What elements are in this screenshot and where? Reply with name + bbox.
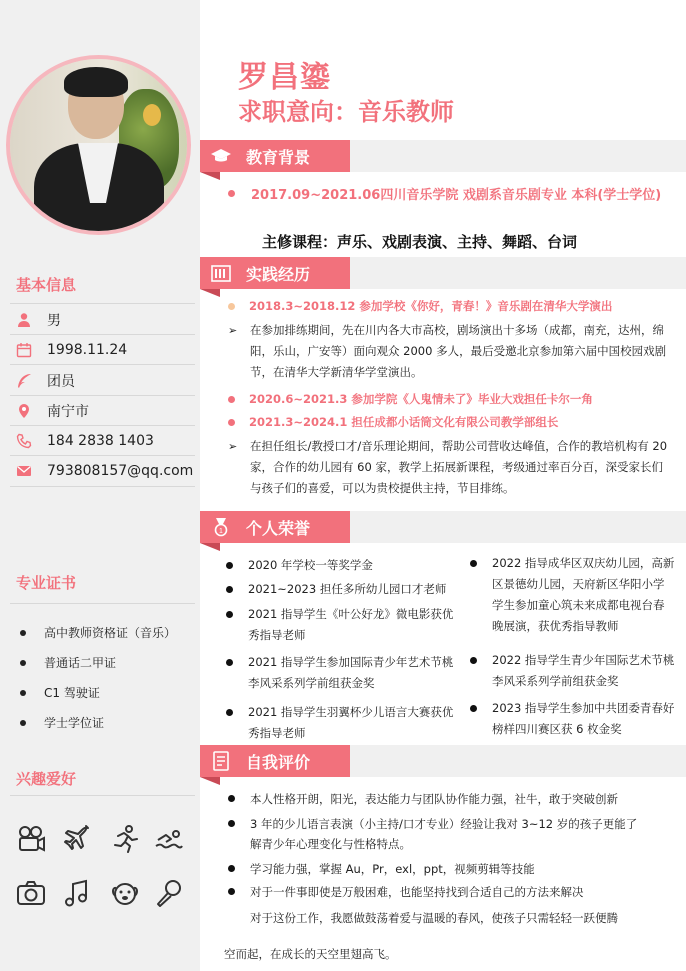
info-political-status [16,366,196,396]
honor-item: 2020 年学校一等奖学金 [226,555,456,576]
self-eval-closing-tail: 空而起，在成长的天空里翅高飞。 [224,947,397,961]
self-eval-item: 3 年的少儿语言表演（小主持/口才专业）经验让我对 3~12 岁的孩子更能了解青少年心理变化与性格特点。 [228,814,648,854]
divider [10,303,195,304]
calendar-icon [16,342,32,358]
honor-item: 2022 指导学生青少年国际艺术节桃李风采系列学前组获金奖 [470,650,675,692]
certificates-title: 专业证书 [16,574,77,592]
music-note-icon [60,876,94,910]
section-self-evaluation-header [200,745,350,777]
candidate-name: 罗昌鎏 [238,60,331,95]
info-value[interactable]: 793808157@qq.com [47,463,194,479]
location-pin-icon [16,403,32,419]
ribbon-fold [200,289,220,297]
profile-photo-frame [6,55,191,235]
main-courses: 主修课程：声乐、戏剧表演、主持、舞蹈、台词 [262,233,578,251]
info-value: 团员 [47,374,75,390]
sidebar [0,0,200,971]
camera-icon [14,876,48,910]
ribbon-fold [200,172,220,180]
ribbon-fold [200,777,220,785]
self-eval-item: 对于一件事即使是万般困难，也能坚持找到合适自己的方法来解决 [228,882,673,902]
info-value: 184 2838 1403 [47,433,154,449]
divider [10,603,195,604]
info-birthday [16,335,196,365]
practice-item-description: ➢ 在参加排练期间，先在川内各大市高校，剧场演出十多场（成都，南充，达州，绵阳，乐山，广安等）面向观众 2000 多人，最后受邀北京参加第六届中国校园戏剧节，在清华大学新清华学堂演出。 [228,323,667,379]
svg-text:1: 1 [219,528,223,535]
practice-item-description: ➢ 在担任组长/教授口才/音乐理论期间，帮助公司营收达峰值，合作的教培机构有 20 家，合作的幼儿园有 60 家，教学上拓展新课程，考级通过率百分百，深受家长们与孩子们的喜爱，可以为贵校提供主持，节目排练。 [228,439,668,495]
job-objective: 求职意向：音乐教师 [238,98,454,126]
practice-item-heading: 2020.6~2021.3 参加学院《人鬼情未了》毕业大戏担任卡尔一角 [228,391,593,407]
honor-item: 2021~2023 担任多所幼儿园口才老师 [226,579,456,600]
graduation-cap-icon [210,145,232,167]
self-eval-item: 学习能力强，掌握 Au，Pr，exl，ppt，视频剪辑等技能 [228,859,673,879]
section-education-header [200,140,350,172]
section-title: 自我评价 [246,752,311,772]
honor-item: 2023 指导学生参加中共团委青春好榜样四川赛区获 6 枚金奖 [470,698,675,740]
hobbies-title: 兴趣爱好 [16,770,77,788]
running-icon [108,822,142,856]
divider [10,486,195,487]
swimming-icon [152,822,186,856]
certificate-item: 高中教师资格证（音乐） [20,624,176,641]
certificate-item: 普通话二甲证 [20,654,116,671]
airplane-icon [60,822,94,856]
honor-item: 2021 指导学生《叶公好龙》微电影获优秀指导老师 [226,604,456,646]
microphone-icon [152,876,186,910]
honor-item: 2021 指导学生羽翼杯少儿语言大赛获优秀指导老师 [226,702,456,744]
info-value: 1998.11.24 [47,342,128,358]
document-icon [210,750,232,772]
certificate-item: C1 驾驶证 [20,684,100,701]
profile-photo [10,59,187,231]
section-title: 个人荣誉 [246,518,311,538]
medal-icon [210,516,232,538]
honor-item: 2022 指导成华区双庆幼儿园，高新区景德幼儿园，天府新区华阳小学学生参加童心筑未来成都电视台春晚展演，获优秀指导教师 [470,553,675,637]
self-eval-item: 本人性格开朗，阳光，表达能力与团队协作能力强，社牛，敢于突破创新 [228,789,673,809]
self-eval-closing: 对于这份工作，我愿做鼓荡着爱与温暖的春风，使孩子只需轻轻一跃便腾 [250,911,618,925]
section-honors-header [200,511,350,543]
info-value: 南宁市 [47,404,89,420]
practice-item-heading: 2018.3~2018.12 参加学校《你好，青春！》音乐剧在清华大学演出 [228,298,612,314]
honor-item: 2021 指导学生参加国际青少年艺术节桃李风采系列学前组获金奖 [226,652,456,694]
phone-icon [16,433,32,449]
movie-camera-icon [14,822,48,856]
divider [10,364,195,365]
certificate-item: 学士学位证 [20,714,104,731]
section-title: 实践经历 [246,264,311,284]
feather-icon [16,373,32,389]
info-city [16,396,196,426]
books-icon [210,262,232,284]
ribbon-fold [200,543,220,551]
practice-item-heading: 2021.3~2024.1 担任成都小话筒文化有限公司教学部组长 [228,414,558,430]
section-title: 教育背景 [246,147,311,167]
person-icon [16,312,32,328]
basic-info-title: 基本信息 [16,276,77,294]
divider [10,795,195,796]
dog-icon [108,876,142,910]
info-value: 男 [47,313,61,329]
email-icon [16,463,32,479]
info-email[interactable] [16,456,196,486]
info-phone [16,426,196,456]
education-entry: 2017.09~2021.06四川音乐学院 戏剧系音乐剧专业 本科(学士学位) [228,184,661,203]
info-gender [16,305,196,335]
section-practice-header [200,257,350,289]
